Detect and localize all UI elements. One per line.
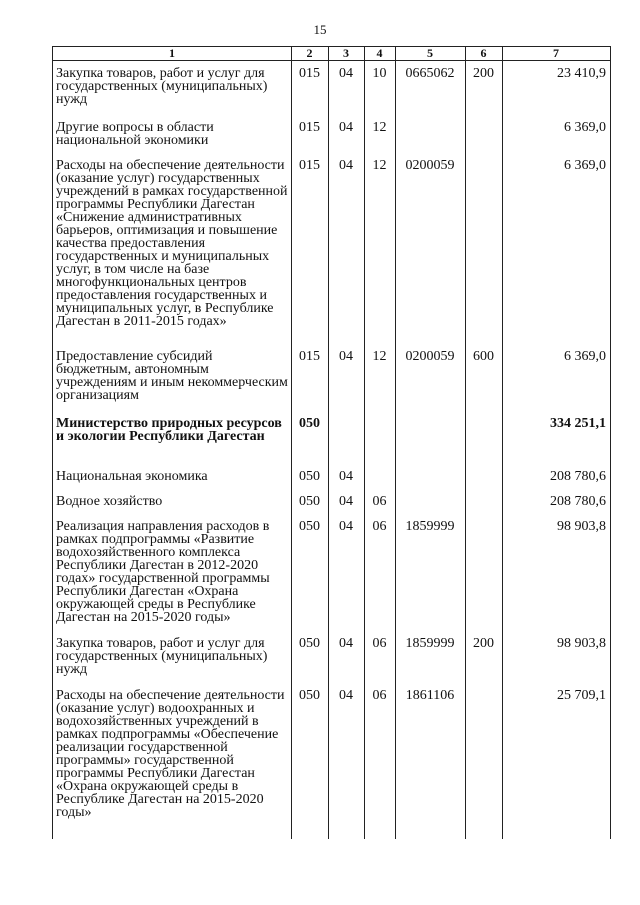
row-description: Реализация направления расходов в рамках подпрограммы «Развитие водохозяйственного комплекса Республики Дагестан в 2012-2020 годах» государственной программы Республики Дагестан «Охрана окружающей среды в Республике Дагестан на 2015-2020 годы» [56,519,270,625]
cell-section: 04 [339,494,353,509]
cell-ministry-code: 050 [299,688,320,703]
cell-subsection: 06 [372,519,387,534]
header-col-3: 3 [343,46,349,60]
cell-amount: 98 903,8 [557,519,606,534]
cell-subsection: 10 [372,66,387,81]
cell-subsection: 06 [372,636,387,651]
cell-section: 04 [339,469,353,484]
cell-amount: 6 369,0 [564,120,606,135]
cell-ministry-code: 050 [299,494,320,509]
cell-section: 04 [339,120,353,135]
row-description: Национальная экономика [56,469,208,484]
cell-target-article: 1861106 [405,688,455,703]
row-description: Закупка товаров, работ и услуг для государственных (муниципальных) нужд [56,66,268,107]
budget-table [52,46,611,839]
cell-expense-type: 200 [473,636,494,651]
row-description: Расходы на обеспечение деятельности (оказание услуг) государственных учреждений в рамках государственной программы Республики Дагестан «Снижение административных барьеров, оптимизация и повышение качества предоставления государственных и муниципальных услуг, в том числе на базе многофункциональных центров предоставления государственных и муниципальных услуг, в Республике Дагестан в 2011-2015 годах» [56,158,288,329]
cell-amount: 98 903,8 [557,636,606,651]
cell-amount: 334 251,1 [550,416,606,431]
row-description: Другие вопросы в области национальной экономики [56,120,214,148]
cell-ministry-code: 015 [299,66,320,81]
cell-section: 04 [339,158,353,173]
header-col-1: 1 [169,46,175,60]
row-description: Закупка товаров, работ и услуг для государственных (муниципальных) нужд [56,636,268,677]
cell-amount: 208 780,6 [550,494,606,509]
row-description: Предоставление субсидий бюджетным, автономным учреждениям и иным некоммерческим организациям [56,349,288,403]
header-col-6: 6 [480,46,487,60]
cell-subsection: 12 [372,120,387,135]
cell-ministry-code: 015 [299,120,320,135]
cell-expense-type: 200 [473,66,494,81]
header-col-5: 5 [427,46,433,60]
cell-target-article: 0200059 [405,349,455,364]
cell-amount: 6 369,0 [564,349,606,364]
cell-amount: 208 780,6 [550,469,606,484]
column-divider [465,47,466,839]
row-description: Министерство природных ресурсов и экологии Республики Дагестан [56,416,282,444]
cell-ministry-code: 015 [299,349,320,364]
cell-expense-type: 600 [473,349,494,364]
cell-section: 04 [339,66,353,81]
cell-ministry-code: 015 [299,158,320,173]
table-header [53,47,610,61]
cell-subsection: 06 [372,494,387,509]
cell-subsection: 12 [372,158,387,173]
cell-section: 04 [339,636,353,651]
cell-section: 04 [339,349,353,364]
header-col-7: 7 [553,46,559,60]
cell-target-article: 0665062 [405,66,455,81]
cell-section: 04 [339,688,353,703]
cell-target-article: 1859999 [405,519,455,534]
cell-ministry-code: 050 [299,469,320,484]
cell-amount: 6 369,0 [564,158,606,173]
header-col-2: 2 [306,46,313,60]
header-col-4: 4 [376,46,383,60]
cell-target-article: 0200059 [405,158,455,173]
cell-subsection: 12 [372,349,387,364]
row-description: Расходы на обеспечение деятельности (оказание услуг) водоохранных и водохозяйственных учреждений в рамках подпрограммы «Обеспечение реализации государственной программы» государственной программы Республики Дагестан «Охрана окружающей среды в Республике Дагестан на 2015-2020 годы» [56,688,285,820]
cell-subsection: 06 [372,688,387,703]
cell-ministry-code: 050 [299,519,320,534]
cell-ministry-code: 050 [299,416,320,431]
cell-target-article: 1859999 [405,636,455,651]
row-description: Водное хозяйство [56,494,163,509]
page-number: 15 [313,22,327,37]
cell-amount: 23 410,9 [557,66,606,81]
cell-ministry-code: 050 [299,636,320,651]
cell-section: 04 [339,519,353,534]
cell-amount: 25 709,1 [557,688,606,703]
